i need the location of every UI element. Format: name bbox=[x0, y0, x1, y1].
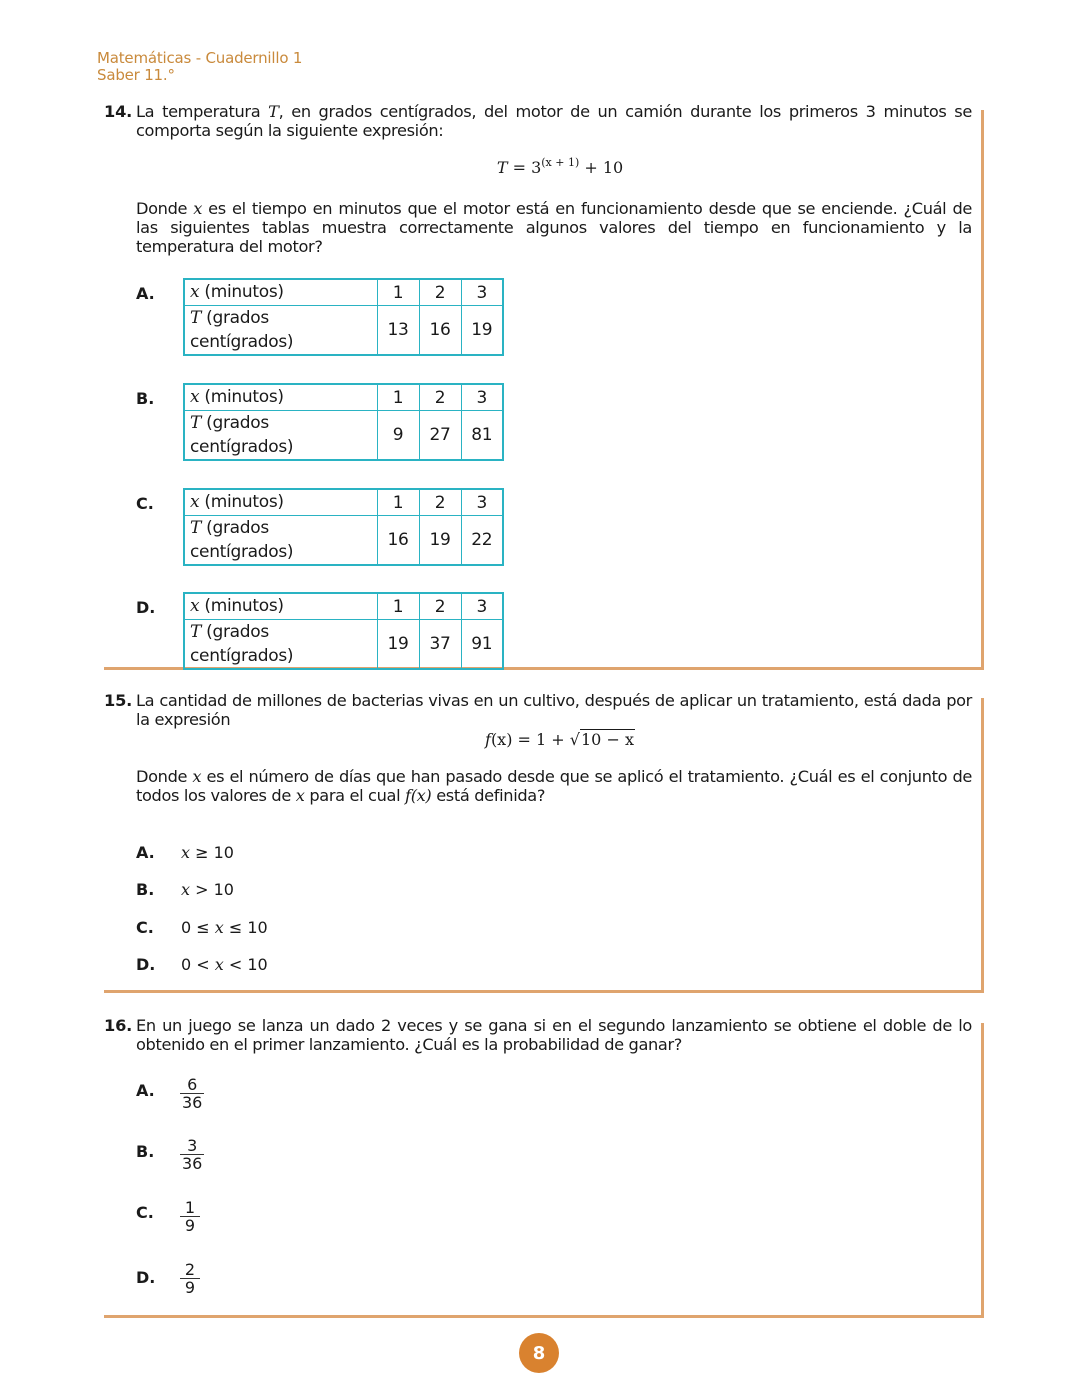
variable-x: x bbox=[192, 767, 202, 786]
table-cell: 1 bbox=[377, 279, 419, 305]
function-fx: f(x) bbox=[405, 786, 432, 805]
formula-rhs: + 10 bbox=[579, 158, 624, 177]
variable-x: x bbox=[181, 880, 191, 899]
table-cell: 1 bbox=[377, 384, 419, 410]
fraction bbox=[180, 1199, 200, 1234]
table-row-x bbox=[184, 279, 503, 305]
stem-text: La cantidad de millones de bacterias vivas en un cultivo, después de aplicar un tratamiento, está dada por la expresión bbox=[136, 691, 972, 729]
fraction bbox=[180, 1137, 204, 1172]
formula-radicand: 10 − x bbox=[581, 730, 634, 749]
table-cell: 2 bbox=[419, 384, 461, 410]
question-14 bbox=[104, 102, 984, 670]
table-cell: 16 bbox=[419, 305, 461, 355]
option-letter: C. bbox=[136, 918, 154, 937]
denominator: 36 bbox=[182, 1093, 203, 1112]
variable-x: x bbox=[193, 199, 203, 218]
option-letter: D. bbox=[136, 1268, 156, 1287]
option-letter: C. bbox=[136, 494, 154, 513]
question-prompt bbox=[104, 767, 984, 805]
row-label bbox=[184, 489, 377, 515]
row-label bbox=[184, 619, 377, 669]
table-cell: 19 bbox=[419, 515, 461, 565]
table-row-x bbox=[184, 593, 503, 619]
option-text bbox=[181, 918, 268, 937]
variable-x: x bbox=[190, 387, 200, 408]
text: ≤ 10 bbox=[223, 918, 268, 937]
variable-x: x bbox=[190, 282, 200, 303]
variable-x: x bbox=[295, 786, 305, 805]
text: 0 ≤ bbox=[181, 918, 215, 937]
question-16 bbox=[104, 1016, 984, 1318]
label-text: (grados centígrados) bbox=[190, 412, 294, 457]
question-prompt bbox=[104, 199, 984, 256]
option-letter: C. bbox=[136, 1203, 154, 1222]
table-cell: 2 bbox=[419, 593, 461, 619]
denominator: 9 bbox=[184, 1216, 196, 1235]
label-text: (minutos) bbox=[199, 492, 284, 513]
table-cell: 1 bbox=[377, 593, 419, 619]
option-letter: A. bbox=[136, 284, 155, 303]
row-label bbox=[184, 410, 377, 460]
option-letter: B. bbox=[136, 1142, 155, 1161]
variable-t: T bbox=[190, 412, 202, 433]
page-number-badge: 8 bbox=[519, 1333, 559, 1373]
radical-icon: √ bbox=[569, 730, 580, 749]
label-text: (minutos) bbox=[199, 387, 284, 408]
variable-t: T bbox=[190, 307, 202, 328]
table-cell: 2 bbox=[419, 279, 461, 305]
label-text: (minutos) bbox=[199, 596, 284, 617]
table-cell: 3 bbox=[461, 593, 503, 619]
numerator: 3 bbox=[187, 1136, 198, 1155]
label-text: (grados centígrados) bbox=[190, 517, 294, 562]
formula-eq: = 1 + bbox=[512, 730, 570, 749]
question-stem bbox=[104, 691, 984, 729]
variable-x: x bbox=[214, 918, 224, 937]
option-letter: B. bbox=[136, 880, 155, 899]
numerator: 1 bbox=[184, 1198, 196, 1217]
stem-text: , en grados centígrados, del motor de un camión durante los primeros 3 minutos se comporta según la siguiente expresión: bbox=[136, 102, 972, 140]
denominator: 36 bbox=[182, 1154, 203, 1173]
formula-lhs: T bbox=[496, 158, 508, 177]
numerator: 6 bbox=[187, 1075, 198, 1094]
table-cell: 19 bbox=[377, 619, 419, 669]
table-cell: 3 bbox=[461, 384, 503, 410]
formula-function: f bbox=[485, 730, 491, 749]
text: ≥ 10 bbox=[190, 843, 234, 862]
table-row-t bbox=[184, 515, 503, 565]
row-label bbox=[184, 384, 377, 410]
question-number: 16. bbox=[104, 1016, 133, 1035]
table-row-x bbox=[184, 384, 503, 410]
stem-text: Donde bbox=[136, 199, 194, 218]
option-letter: A. bbox=[136, 1081, 155, 1100]
stem-text: está definida? bbox=[431, 786, 546, 805]
table-cell: 37 bbox=[419, 619, 461, 669]
variable-t: T bbox=[268, 102, 279, 121]
question-number: 14. bbox=[104, 102, 133, 121]
option-text bbox=[181, 843, 234, 862]
stem-text: es el tiempo en minutos que el motor está en funcionamiento desde que se enciende. ¿Cuál de las siguientes tablas muestra correctamente algunos valores del tiempo en funcionamiento y la temperatura del motor? bbox=[136, 199, 972, 256]
table-cell: 3 bbox=[461, 489, 503, 515]
label-text: (grados centígrados) bbox=[190, 307, 294, 352]
row-label bbox=[184, 593, 377, 619]
variable-t: T bbox=[190, 621, 202, 642]
stem-text: es el número de días que han pasado desde que se aplicó el tratamiento. ¿Cuál es el conjunto de todos los valores de bbox=[136, 767, 972, 805]
question-frame bbox=[104, 1023, 984, 1318]
variable-x: x bbox=[190, 596, 200, 617]
table-row-t bbox=[184, 305, 503, 355]
option-letter: B. bbox=[136, 389, 155, 408]
stem-text: En un juego se lanza un dado 2 veces y se gana si en el segundo lanzamiento se obtiene el doble de lo obtenido en el primer lanzamiento. ¿Cuál es la probabilidad de ganar? bbox=[136, 1016, 972, 1054]
header-subject: Matemáticas - Cuadernillo 1 bbox=[97, 49, 303, 67]
option-letter: D. bbox=[136, 598, 156, 617]
question-number: 15. bbox=[104, 691, 133, 710]
variable-x: x bbox=[181, 843, 191, 862]
table-row-x bbox=[184, 489, 503, 515]
stem-text: La temperatura bbox=[136, 102, 269, 121]
denominator: 9 bbox=[184, 1278, 196, 1297]
table-cell: 91 bbox=[461, 619, 503, 669]
fraction bbox=[180, 1261, 200, 1296]
option-table bbox=[183, 488, 504, 566]
label-text: (grados centígrados) bbox=[190, 621, 294, 666]
table-row-t bbox=[184, 619, 503, 669]
table-row-t bbox=[184, 410, 503, 460]
formula bbox=[104, 158, 984, 180]
row-label bbox=[184, 305, 377, 355]
stem-text: para el cual bbox=[304, 786, 406, 805]
formula-arg: (x) bbox=[490, 730, 513, 749]
option-table bbox=[183, 278, 504, 356]
fraction bbox=[180, 1076, 204, 1111]
table-cell: 9 bbox=[377, 410, 419, 460]
variable-x: x bbox=[214, 955, 224, 974]
table-cell: 19 bbox=[461, 305, 503, 355]
label-text: (minutos) bbox=[199, 282, 284, 303]
page-header bbox=[97, 50, 302, 84]
formula bbox=[104, 730, 984, 750]
table-cell: 81 bbox=[461, 410, 503, 460]
stem-text: Donde bbox=[136, 767, 193, 786]
numerator: 2 bbox=[184, 1260, 196, 1279]
table-cell: 27 bbox=[419, 410, 461, 460]
option-text bbox=[181, 955, 268, 974]
table-cell: 16 bbox=[377, 515, 419, 565]
question-stem bbox=[104, 102, 984, 140]
option-table bbox=[183, 383, 504, 461]
row-label bbox=[184, 515, 377, 565]
option-text bbox=[181, 880, 234, 899]
table-cell: 3 bbox=[461, 279, 503, 305]
table-cell: 2 bbox=[419, 489, 461, 515]
option-letter: D. bbox=[136, 955, 156, 974]
question-15 bbox=[104, 691, 984, 993]
question-stem bbox=[104, 1016, 984, 1054]
formula-exponent: (x + 1) bbox=[541, 156, 580, 169]
text: > 10 bbox=[190, 880, 234, 899]
row-label bbox=[184, 279, 377, 305]
text: < 10 bbox=[223, 955, 268, 974]
variable-t: T bbox=[190, 517, 202, 538]
table-cell: 13 bbox=[377, 305, 419, 355]
formula-base: = 3 bbox=[507, 158, 542, 177]
table-cell: 1 bbox=[377, 489, 419, 515]
option-letter: A. bbox=[136, 843, 155, 862]
text: 0 < bbox=[181, 955, 215, 974]
header-level: Saber 11.° bbox=[97, 66, 175, 84]
variable-x: x bbox=[190, 492, 200, 513]
table-cell: 22 bbox=[461, 515, 503, 565]
option-table bbox=[183, 592, 504, 670]
